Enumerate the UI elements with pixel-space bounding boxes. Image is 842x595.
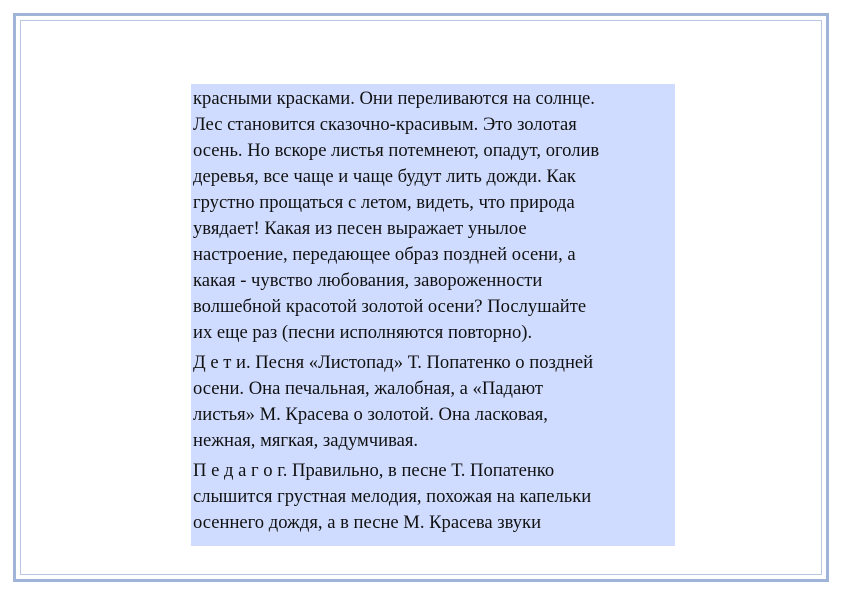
text-line: грустно прощаться с летом, видеть, что природа: [193, 192, 575, 213]
text-line: листья» М. Красева о золотой. Она ласковая,: [193, 404, 548, 425]
text-line: волшебной красотой золотой осени? Послушайте: [193, 296, 587, 317]
paragraph-narrative: [193, 86, 675, 346]
text-line: осени. Она печальная, жалобная, а «Падают: [193, 378, 544, 399]
text-line: их еще раз (песни исполняются повторно).: [193, 322, 533, 343]
text-line: деревья, все чаще и чаще будут лить дожди. Как: [193, 166, 576, 187]
paragraph-teacher: [193, 458, 675, 536]
text-line: Лес становится сказочно-красивым. Это золотая: [193, 114, 577, 135]
text-line: слышится грустная мелодия, похожая на капельки: [193, 486, 592, 507]
text-line: П е д а г о г. Правильно, в песне Т. Попатенко: [193, 460, 555, 481]
text-line: Д е т и. Песня «Листопад» Т. Попатенко о поздней: [193, 352, 594, 373]
text-line: осень. Но вскоре листья потемнеют, опадут, оголив: [193, 140, 600, 161]
text-line: осеннего дождя, а в песне М. Красева звуки: [193, 512, 542, 533]
paragraph-children: [193, 350, 675, 454]
text-line: нежная, мягкая, задумчивая.: [193, 430, 419, 451]
text-line: увядает! Какая из песен выражает унылое: [193, 218, 527, 239]
text-line: какая - чувство любования, завороженности: [193, 270, 543, 291]
text-block: [191, 84, 675, 546]
text-line: красными красками. Они переливаются на солнце.: [193, 88, 595, 109]
text-line: настроение, передающее образ поздней осени, а: [193, 244, 576, 265]
